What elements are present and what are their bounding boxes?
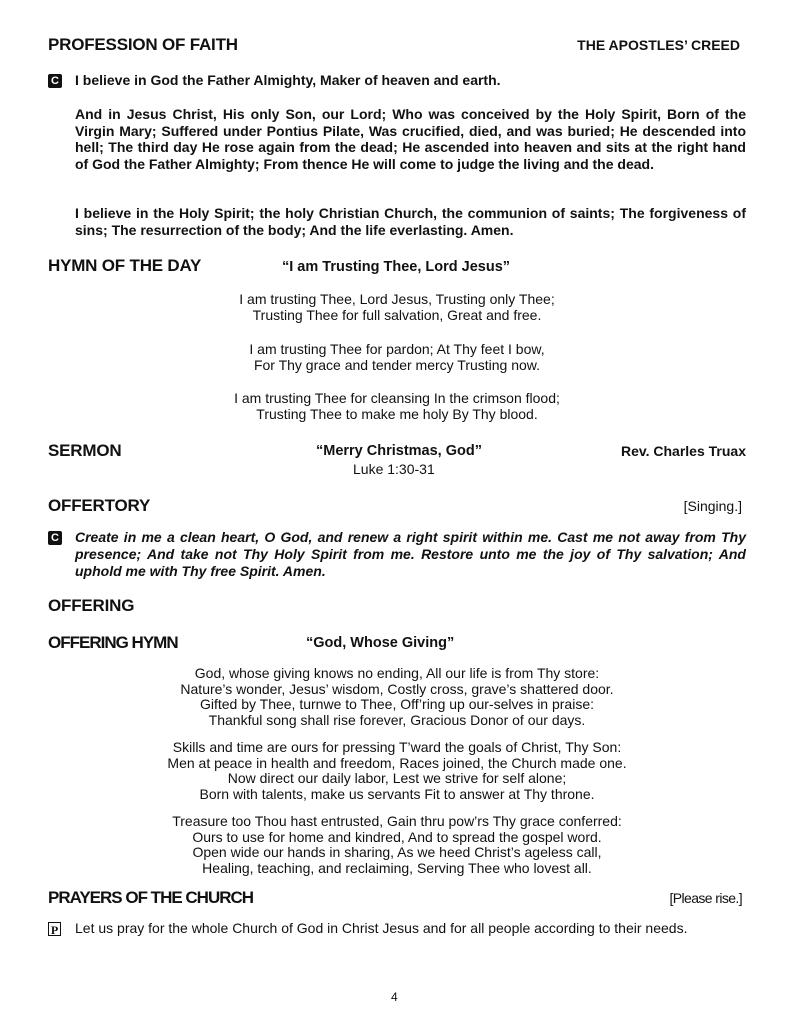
section-title-profession-of-faith: PROFESSION OF FAITH	[48, 35, 238, 54]
sermon-preacher: Rev. Charles Truax	[620, 443, 746, 459]
hymn-verse	[48, 292, 746, 323]
hymn-line: Ours to use for home and kindred, And to spread the gospel word.	[192, 828, 602, 845]
hymn-line: I am trusting Thee, Lord Jesus, Trusting only Thee;	[239, 291, 555, 307]
hymn-line: I am trusting Thee for cleansing In the crimson flood;	[234, 390, 560, 406]
hymn-line: Born with talents, make us servants Fit to answer at Thy throne.	[199, 785, 595, 802]
hymn-line: Men at peace in health and freedom, Races joined, the Church made one.	[167, 754, 627, 771]
offertory-note: [Singing.]	[683, 498, 742, 514]
prayers-note: [Please rise.]	[669, 890, 742, 906]
creed-paragraph-2: And in Jesus Christ, His only Son, our Lord; Who was conceived by the Holy Spirit, Born of the Virgin Mary; Suffered under Pontius Pilate, Was crucified, died, and was buried; He descended into hell; The third day He rose again from the dead; He ascended into heaven and sits at the right hand of God the Father Almighty; From thence He will come to judge the living and the dead.	[75, 106, 746, 172]
hymn-of-the-day-title: “I am Trusting Thee, Lord Jesus”	[282, 259, 511, 275]
hymn-verse	[48, 342, 746, 373]
hymn-line: Nature’s wonder, Jesus’ wisdom, Costly cross, grave’s shattered door.	[180, 680, 614, 697]
section-title-offering: OFFERING	[48, 596, 135, 615]
sermon-title: “Merry Christmas, God”	[316, 443, 482, 459]
hymn-verse	[48, 740, 746, 802]
hymn-line: For Thy grace and tender mercy Trusting now.	[253, 356, 541, 373]
hymn-line: Thankful song shall rise forever, Gracious Donor of our days.	[208, 711, 586, 728]
hymn-verse	[48, 814, 746, 876]
hymn-line: God, whose giving knows no ending, All our life is from Thy store:	[194, 665, 600, 681]
hymn-line: Open wide our hands in sharing, As we heed Christ’s ageless call,	[192, 844, 602, 860]
hymn-line: Skills and time are ours for pressing T’ward the goals of Christ, Thy Son:	[172, 739, 622, 755]
hymn-line: Trusting Thee to make me holy By Thy blood.	[256, 405, 538, 422]
offertory-text: Create in me a clean heart, O God, and renew a right spirit within me. Cast me not away from Thy presence; And take not Thy Holy Spirit from me. Restore unto me the joy of Thy salvation; And uphold me with Thy free Spirit. Amen.	[75, 529, 746, 579]
prayers-text: Let us pray for the whole Church of God in Christ Jesus and for all people according to their needs.	[75, 920, 688, 936]
hymn-line: Healing, teaching, and reclaiming, Serving Thee who lovest all.	[202, 859, 592, 876]
section-title-offertory: OFFERTORY	[48, 496, 151, 515]
hymn-verse	[48, 666, 746, 728]
hymn-line: I am trusting Thee for pardon; At Thy feet I bow,	[249, 341, 545, 357]
hymn-verse	[48, 391, 746, 422]
section-title-offering-hymn: OFFERING HYMN	[48, 633, 178, 652]
hymn-line: Gifted by Thee, turnwe to Thee, Off’ring up our-selves in praise:	[199, 696, 595, 712]
sermon-reference: Luke 1:30-31	[353, 461, 435, 477]
section-subtitle-apostles-creed: THE APOSTLES’ CREED	[577, 37, 740, 53]
congregation-c-icon: C	[48, 74, 62, 88]
creed-line-1: I believe in God the Father Almighty, Maker of heaven and earth.	[75, 72, 501, 88]
pastor-p-icon: P	[48, 922, 61, 936]
section-title-prayers-of-the-church: PRAYERS OF THE CHURCH	[48, 888, 254, 907]
hymn-line: Treasure too Thou hast entrusted, Gain thru pow’rs Thy grace conferred:	[172, 813, 622, 829]
hymn-line: Now direct our daily labor, Lest we strive for self alone;	[227, 770, 567, 786]
congregation-c-icon: C	[48, 531, 62, 545]
creed-paragraph-3: I believe in the Holy Spirit; the holy Christian Church, the communion of saints; The forgiveness of sins; The resurrection of the body; And the life everlasting. Amen.	[75, 205, 746, 238]
section-title-sermon: SERMON	[48, 441, 122, 460]
page-number: 4	[391, 990, 398, 1004]
section-title-hymn-of-the-day: HYMN OF THE DAY	[48, 256, 202, 275]
hymn-line: Trusting Thee for full salvation, Great and free.	[252, 306, 542, 323]
offering-hymn-title: “God, Whose Giving”	[306, 635, 455, 651]
